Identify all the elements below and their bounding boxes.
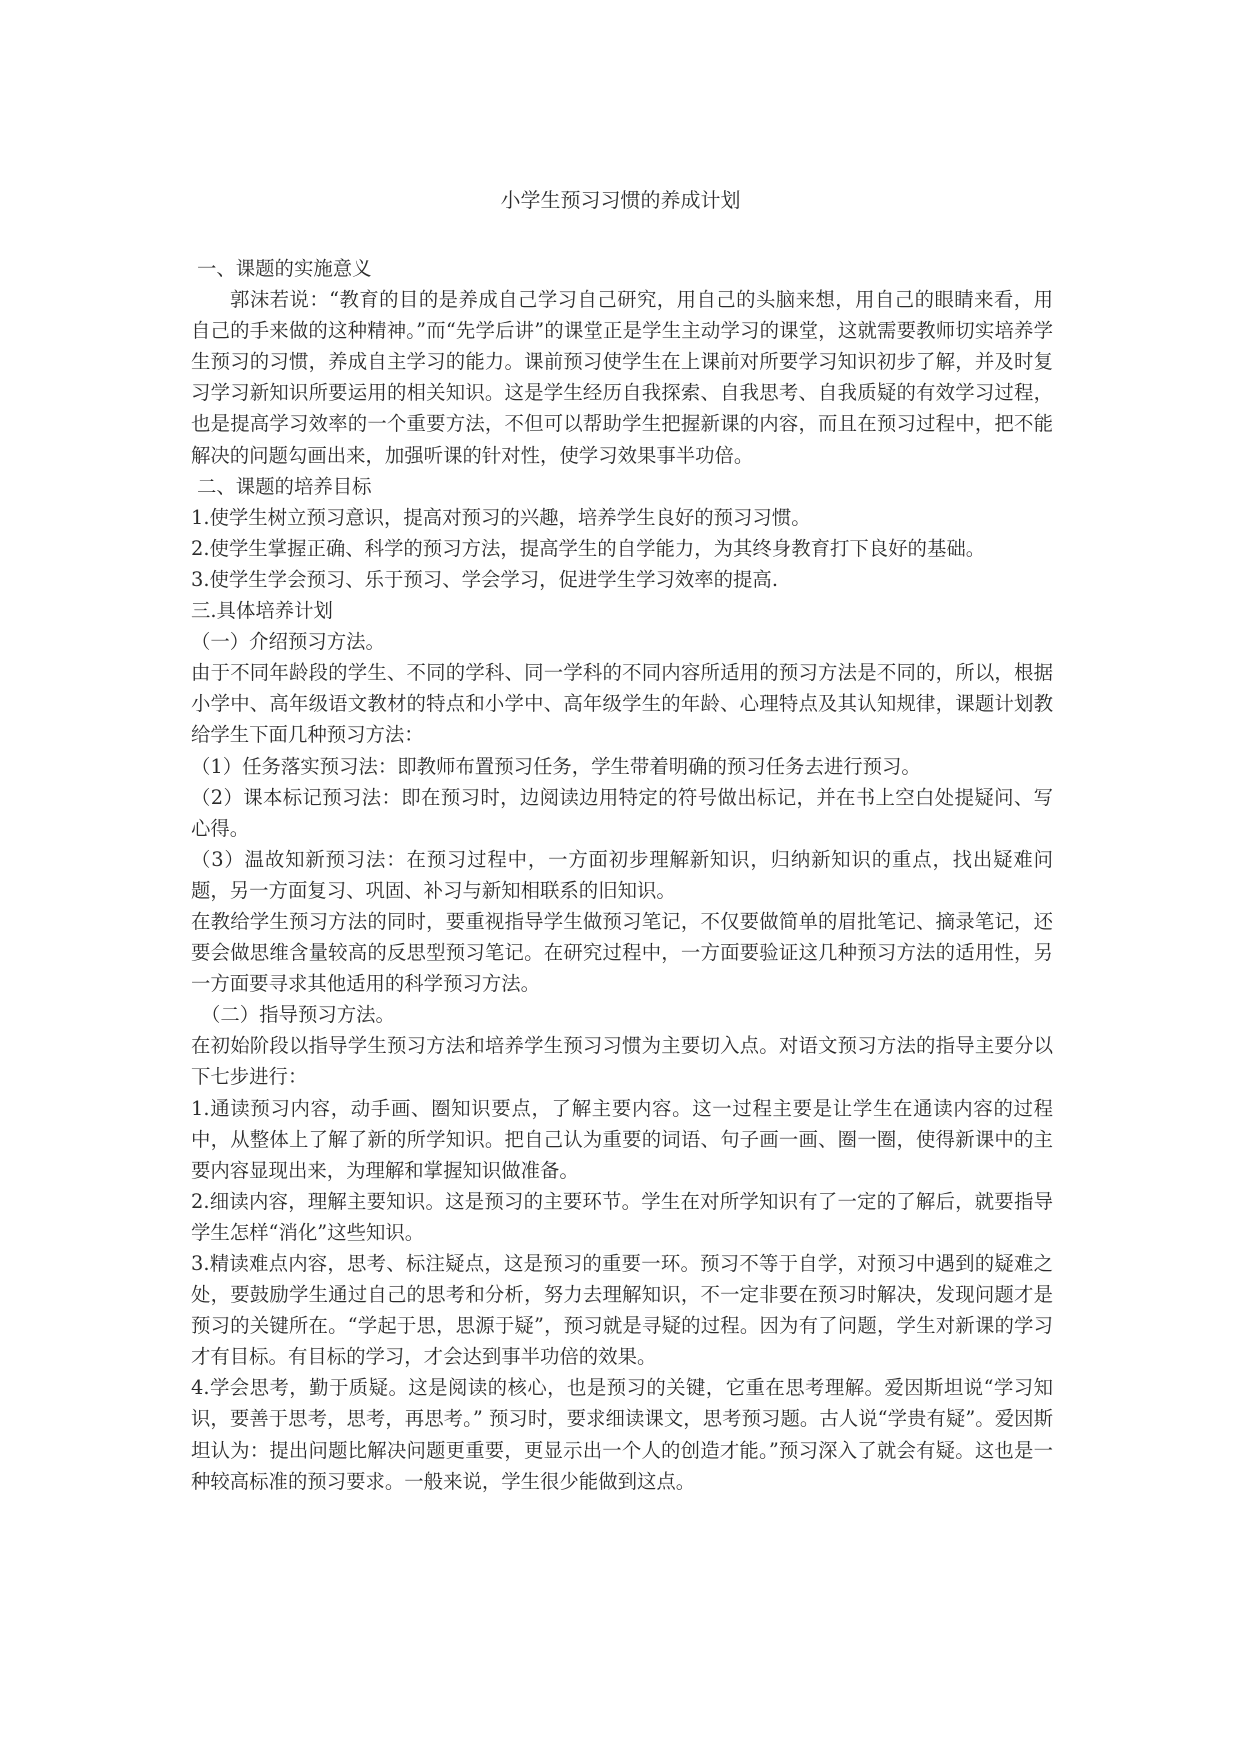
- list-item: 3.使学生学会预习、乐于预习、学会学习，促进学生学习效率的提高.: [191, 567, 778, 591]
- list-item: 1.使学生树立预习意识，提高对预习的兴趣，培养学生良好的预习习惯。: [191, 505, 811, 529]
- list-item: 1.通读预习内容，动手画、圈知识要点，了解主要内容。这一过程主要是让学生在通读内容的过程中，从整体上了解了新的所学知识。把自己认为重要的词语、句子画一画、圈一圈，使得新课中的主要内容显现出来，为理解和掌握知识做准备。: [191, 1096, 1053, 1182]
- list-item: 3.精读难点内容，思考、标注疑点，这是预习的重要一环。预习不等于自学，对预习中遇到的疑难之处，要鼓励学生通过自己的思考和分析，努力去理解知识，不一定非要在预习时解决，发现问题才是预习的关键所在。“学起于思，思源于疑”，预习就是寻疑的过程。因为有了问题，学生对新课的学习才有目标。有目标的学习，才会达到事半功倍的效果。: [191, 1252, 1053, 1369]
- subsection-heading: （一）介绍预习方法。: [191, 630, 385, 654]
- list-item: （2）课本标记预习法：即在预习时，边阅读边用特定的符号做出标记，并在书上空白处提疑问、写心得。: [191, 785, 1053, 840]
- section-heading: 一、课题的实施意义: [197, 257, 372, 280]
- section-heading: 三.具体培养计划: [191, 599, 333, 623]
- body-paragraph: 郭沫若说：“教育的目的是养成自己学习自己研究，用自己的头脑来想，用自己的眼睛来看，用自己的手来做的这种精神。”而“先学后讲”的课堂正是学生主动学习的课堂，这就需要教师切实培养学生预习的习惯，养成自主学习的能力。课前预习使学生在上课前对所要学习知识初步了解，并及时复习学习新知识所要运用的相关知识。这是学生经历自我探索、自我思考、自我质疑的有效学习过程，也是提高学习效率的一个重要方法，不但可以帮助学生把握新课的内容，而且在预习过程中，把不能解决的问题勾画出来，加强听课的针对性，使学习效果事半功倍。: [191, 288, 1053, 467]
- section-heading: 二、课题的培养目标: [197, 474, 372, 498]
- body-paragraph: 由于不同年龄段的学生、不同的学科、同一学科的不同内容所适用的预习方法是不同的，所以，根据小学中、高年级语文教材的特点和小学中、高年级学生的年龄、心理特点及其认知规律，课题计划教给学生下面几种预习方法：: [191, 661, 1053, 747]
- document-body: [191, 253, 1053, 1497]
- list-item: 2.使学生掌握正确、科学的预习方法，提高学生的自学能力，为其终身教育打下良好的基础。: [191, 536, 986, 560]
- list-item: 2.细读内容，理解主要知识。这是预习的主要环节。学生在对所学知识有了一定的了解后，就要指导学生怎样“消化”这些知识。: [191, 1189, 1053, 1244]
- document-title: 小学生预习习惯的养成计划: [500, 188, 741, 212]
- body-paragraph: 在初始阶段以指导学生预习方法和培养学生预习习惯为主要切入点。对语文预习方法的指导主要分以下七步进行：: [191, 1034, 1053, 1089]
- list-item: （3）温故知新预习法：在预习过程中，一方面初步理解新知识，归纳新知识的重点，找出疑难问题，另一方面复习、巩固、补习与新知相联系的旧知识。: [191, 847, 1053, 902]
- body-paragraph: 在教给学生预习方法的同时，要重视指导学生做预习笔记，不仅要做简单的眉批笔记、摘录笔记，还要会做思维含量较高的反思型预习笔记。在研究过程中，一方面要验证这几种预习方法的适用性，另一方面要寻求其他适用的科学预习方法。: [191, 909, 1053, 996]
- list-item: （1）任务落实预习法：即教师布置预习任务，学生带着明确的预习任务去进行预习。: [191, 754, 921, 778]
- subsection-heading: （二）指导预习方法。: [201, 1003, 395, 1027]
- list-item: 4.学会思考，勤于质疑。这是阅读的核心，也是预习的关键，它重在思考理解。爱因斯坦说“学习知识，要善于思考，思考，再思考。” 预习时，要求细读课文，思考预习题。古人说“学贵有疑”。爱因斯坦认为：提出问题比解决问题更重要，更显示出一个人的创造才能。”预习深入了就会有疑。这也是一种较高标准的预习要求。一般来说，学生很少能做到这点。: [191, 1376, 1053, 1493]
